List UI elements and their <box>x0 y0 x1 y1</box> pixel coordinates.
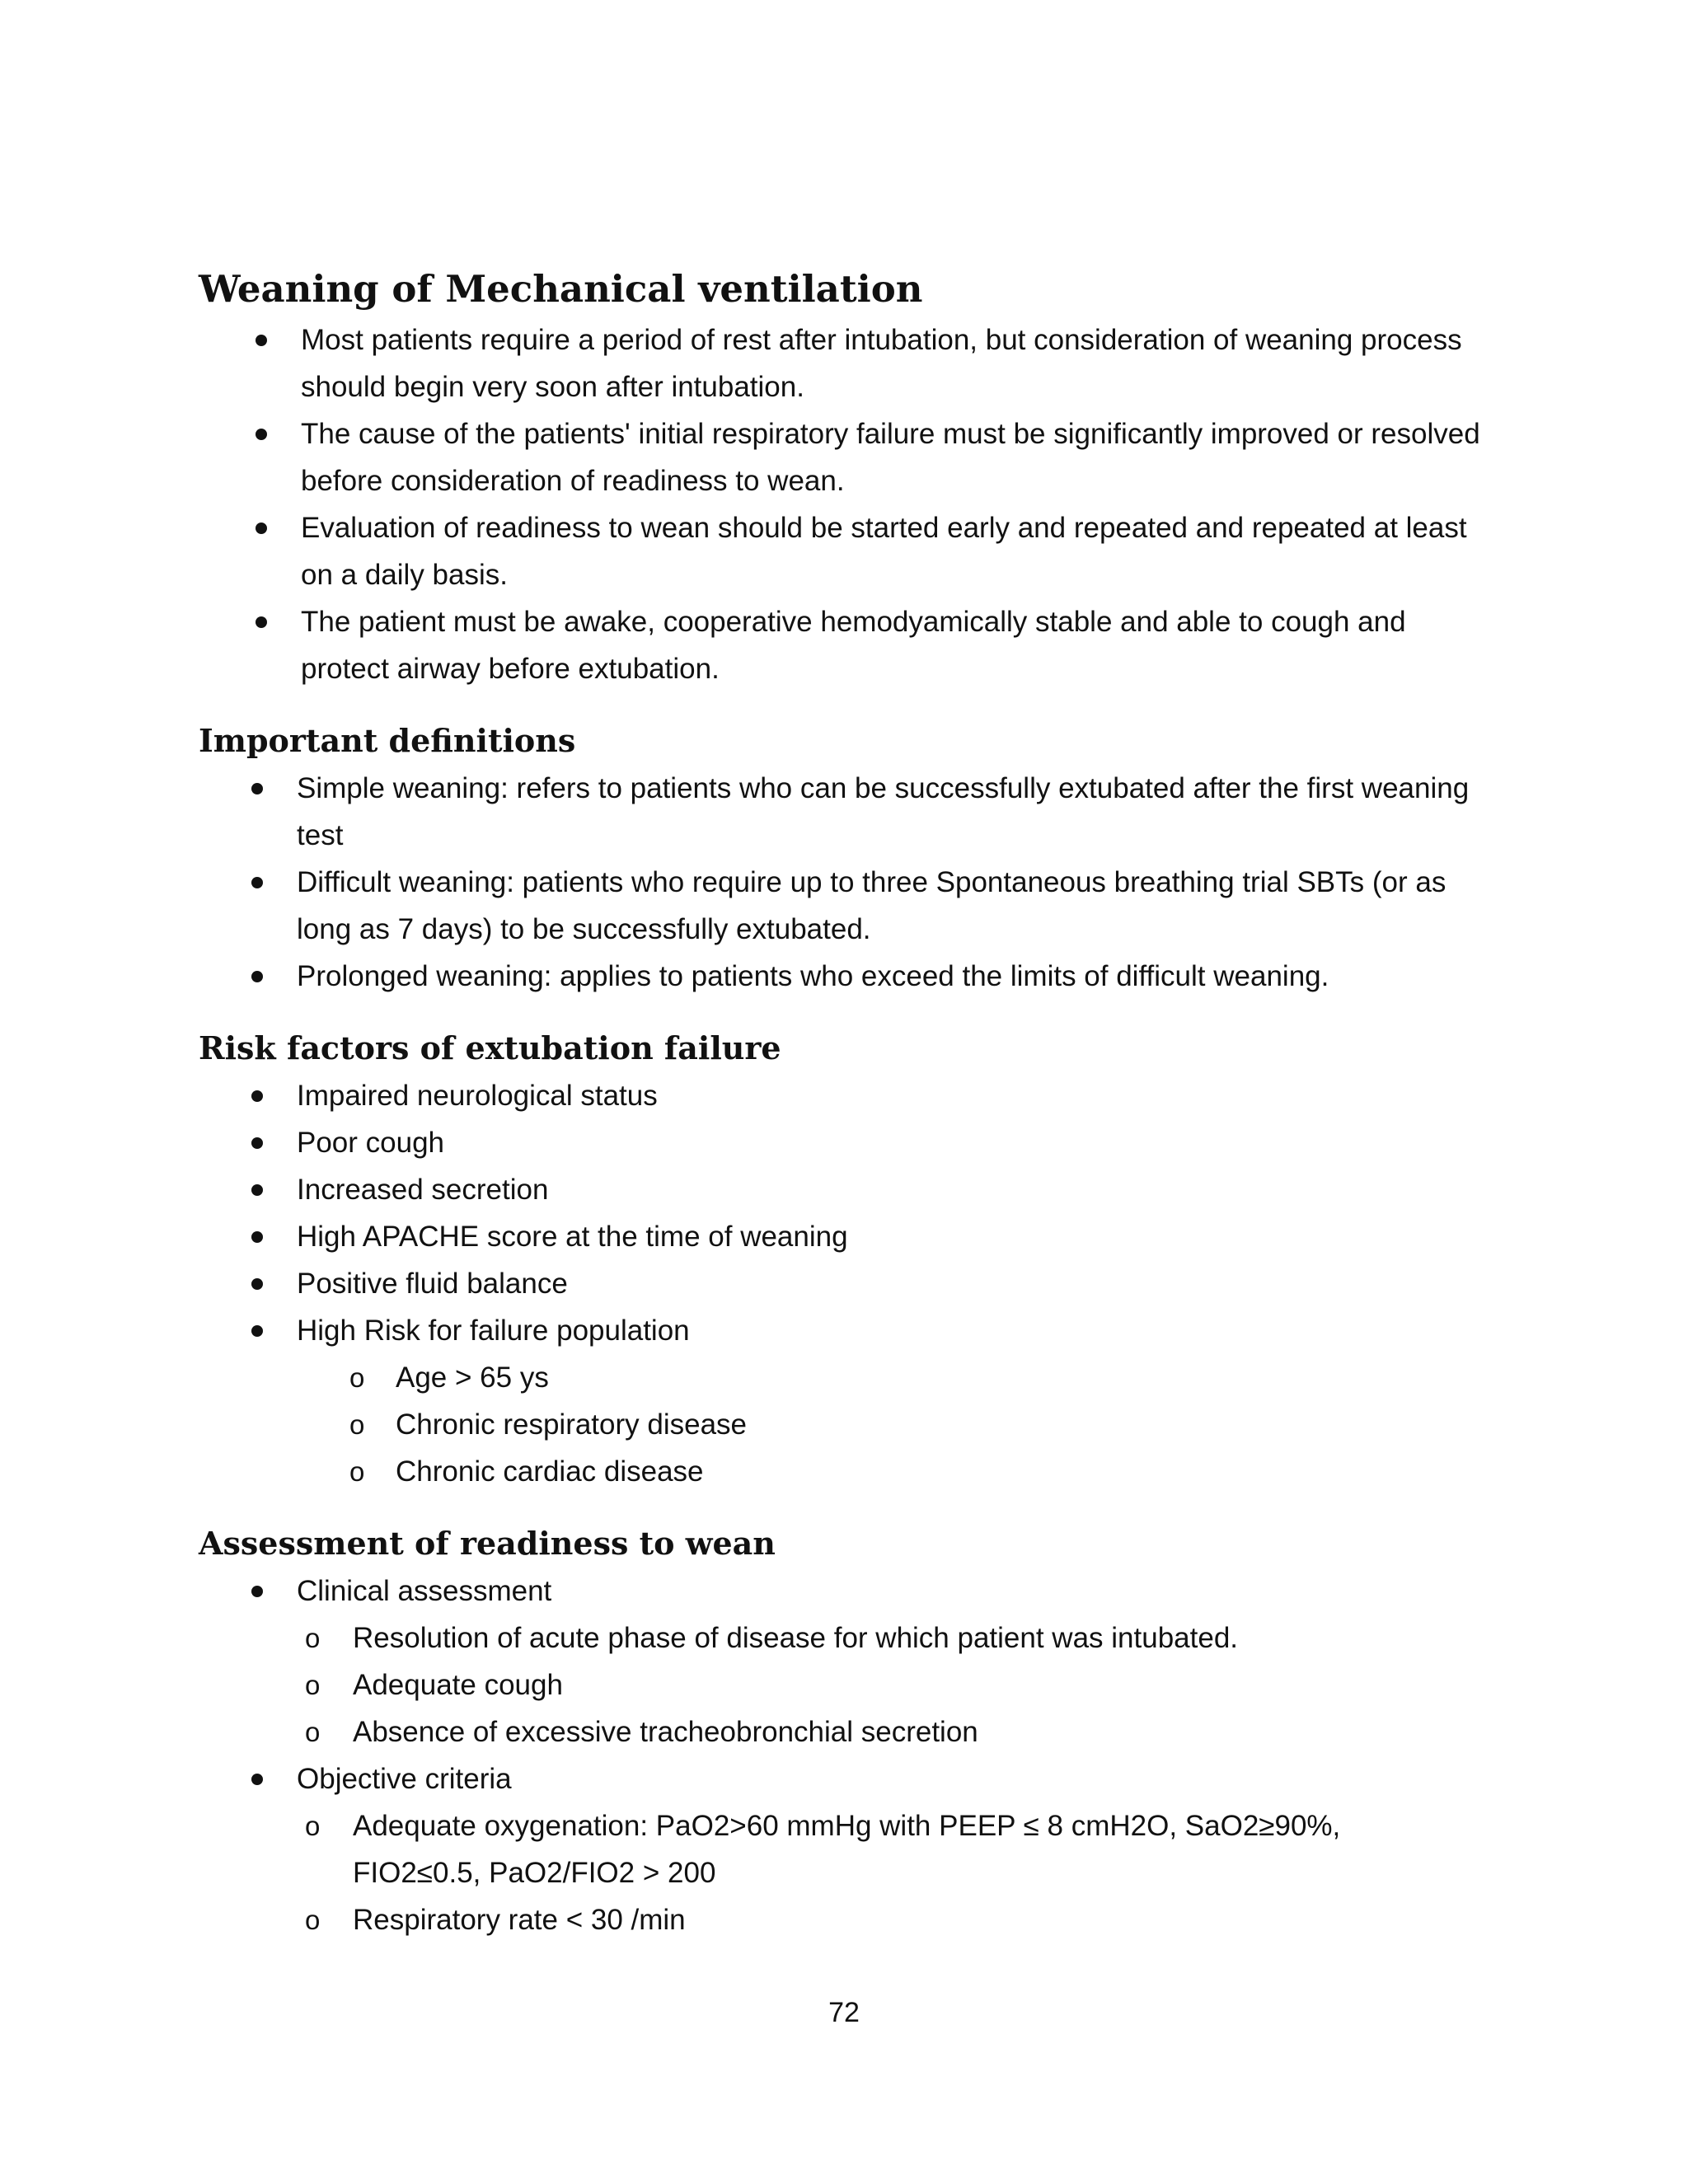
sub-list-item: o Absence of excessive tracheobronchial secretion <box>199 1708 1501 1755</box>
weaning-list <box>199 316 1501 692</box>
section-gap <box>199 1000 1501 1024</box>
list-item: Clinical assessment <box>199 1568 1501 1615</box>
section-title-risk: Risk factors of extubation failure <box>199 1029 781 1066</box>
page-content <box>199 262 1501 1943</box>
sub-list-item: o Respiratory rate < 30 /min <box>199 1896 1501 1943</box>
sub-list-item: o Chronic cardiac disease <box>199 1448 1501 1495</box>
page-number: 72 <box>828 1997 860 2028</box>
clinical-sublist <box>199 1615 1501 1755</box>
risk-list <box>199 1072 1501 1354</box>
definitions-list <box>199 765 1501 1000</box>
assessment-clinical-list <box>199 1568 1501 1615</box>
list-item: Increased secretion <box>199 1166 1501 1213</box>
list-item: The patient must be awake, cooperative hemodyamically stable and able to cough and protect airway before extubation. <box>199 598 1501 692</box>
section-gap <box>199 692 1501 717</box>
list-item: Impaired neurological status <box>199 1072 1501 1119</box>
list-item: Evaluation of readiness to wean should be started early and repeated and repeated at least on a daily basis. <box>199 504 1501 598</box>
sub-list-item: o Adequate cough <box>199 1661 1501 1708</box>
section-title-definitions: Important definitions <box>199 722 576 759</box>
sub-list-item: o Chronic respiratory disease <box>199 1401 1501 1448</box>
sub-list-item: o Resolution of acute phase of disease for which patient was intubated. <box>199 1615 1501 1661</box>
objective-sublist <box>199 1802 1501 1943</box>
list-item: Simple weaning: refers to patients who can be successfully extubated after the first weaning test <box>199 765 1501 859</box>
assessment-objective-list <box>199 1755 1501 1802</box>
sub-list-item: o Age > 65 ys <box>199 1354 1501 1401</box>
list-item: Poor cough <box>199 1119 1501 1166</box>
list-item: Positive fluid balance <box>199 1260 1501 1307</box>
section-title-weaning: Weaning of Mechanical ventilation <box>199 267 923 311</box>
list-item: High Risk for failure population <box>199 1307 1501 1354</box>
list-item: Prolonged weaning: applies to patients who exceed the limits of difficult weaning. <box>199 953 1501 1000</box>
list-item: Most patients require a period of rest after intubation, but consideration of weaning process should begin very soon after intubation. <box>199 316 1501 410</box>
list-item: High APACHE score at the time of weaning <box>199 1213 1501 1260</box>
list-item: Objective criteria <box>199 1755 1501 1802</box>
section-title-assessment: Assessment of readiness to wean <box>199 1525 776 1562</box>
list-item: The cause of the patients' initial respiratory failure must be significantly improved or resolved before consideration of readiness to wean. <box>199 410 1501 504</box>
risk-sublist <box>199 1354 1501 1495</box>
list-item: Difficult weaning: patients who require up to three Spontaneous breathing trial SBTs (or as long as 7 days) to be successfully extubated. <box>199 859 1501 953</box>
section-gap <box>199 1495 1501 1520</box>
sub-list-item: o Adequate oxygenation: PaO2>60 mmHg with PEEP ≤ 8 cmH2O, SaO2≥90%, FIO2≤0.5, PaO2/FIO2 > 200 <box>199 1802 1501 1896</box>
